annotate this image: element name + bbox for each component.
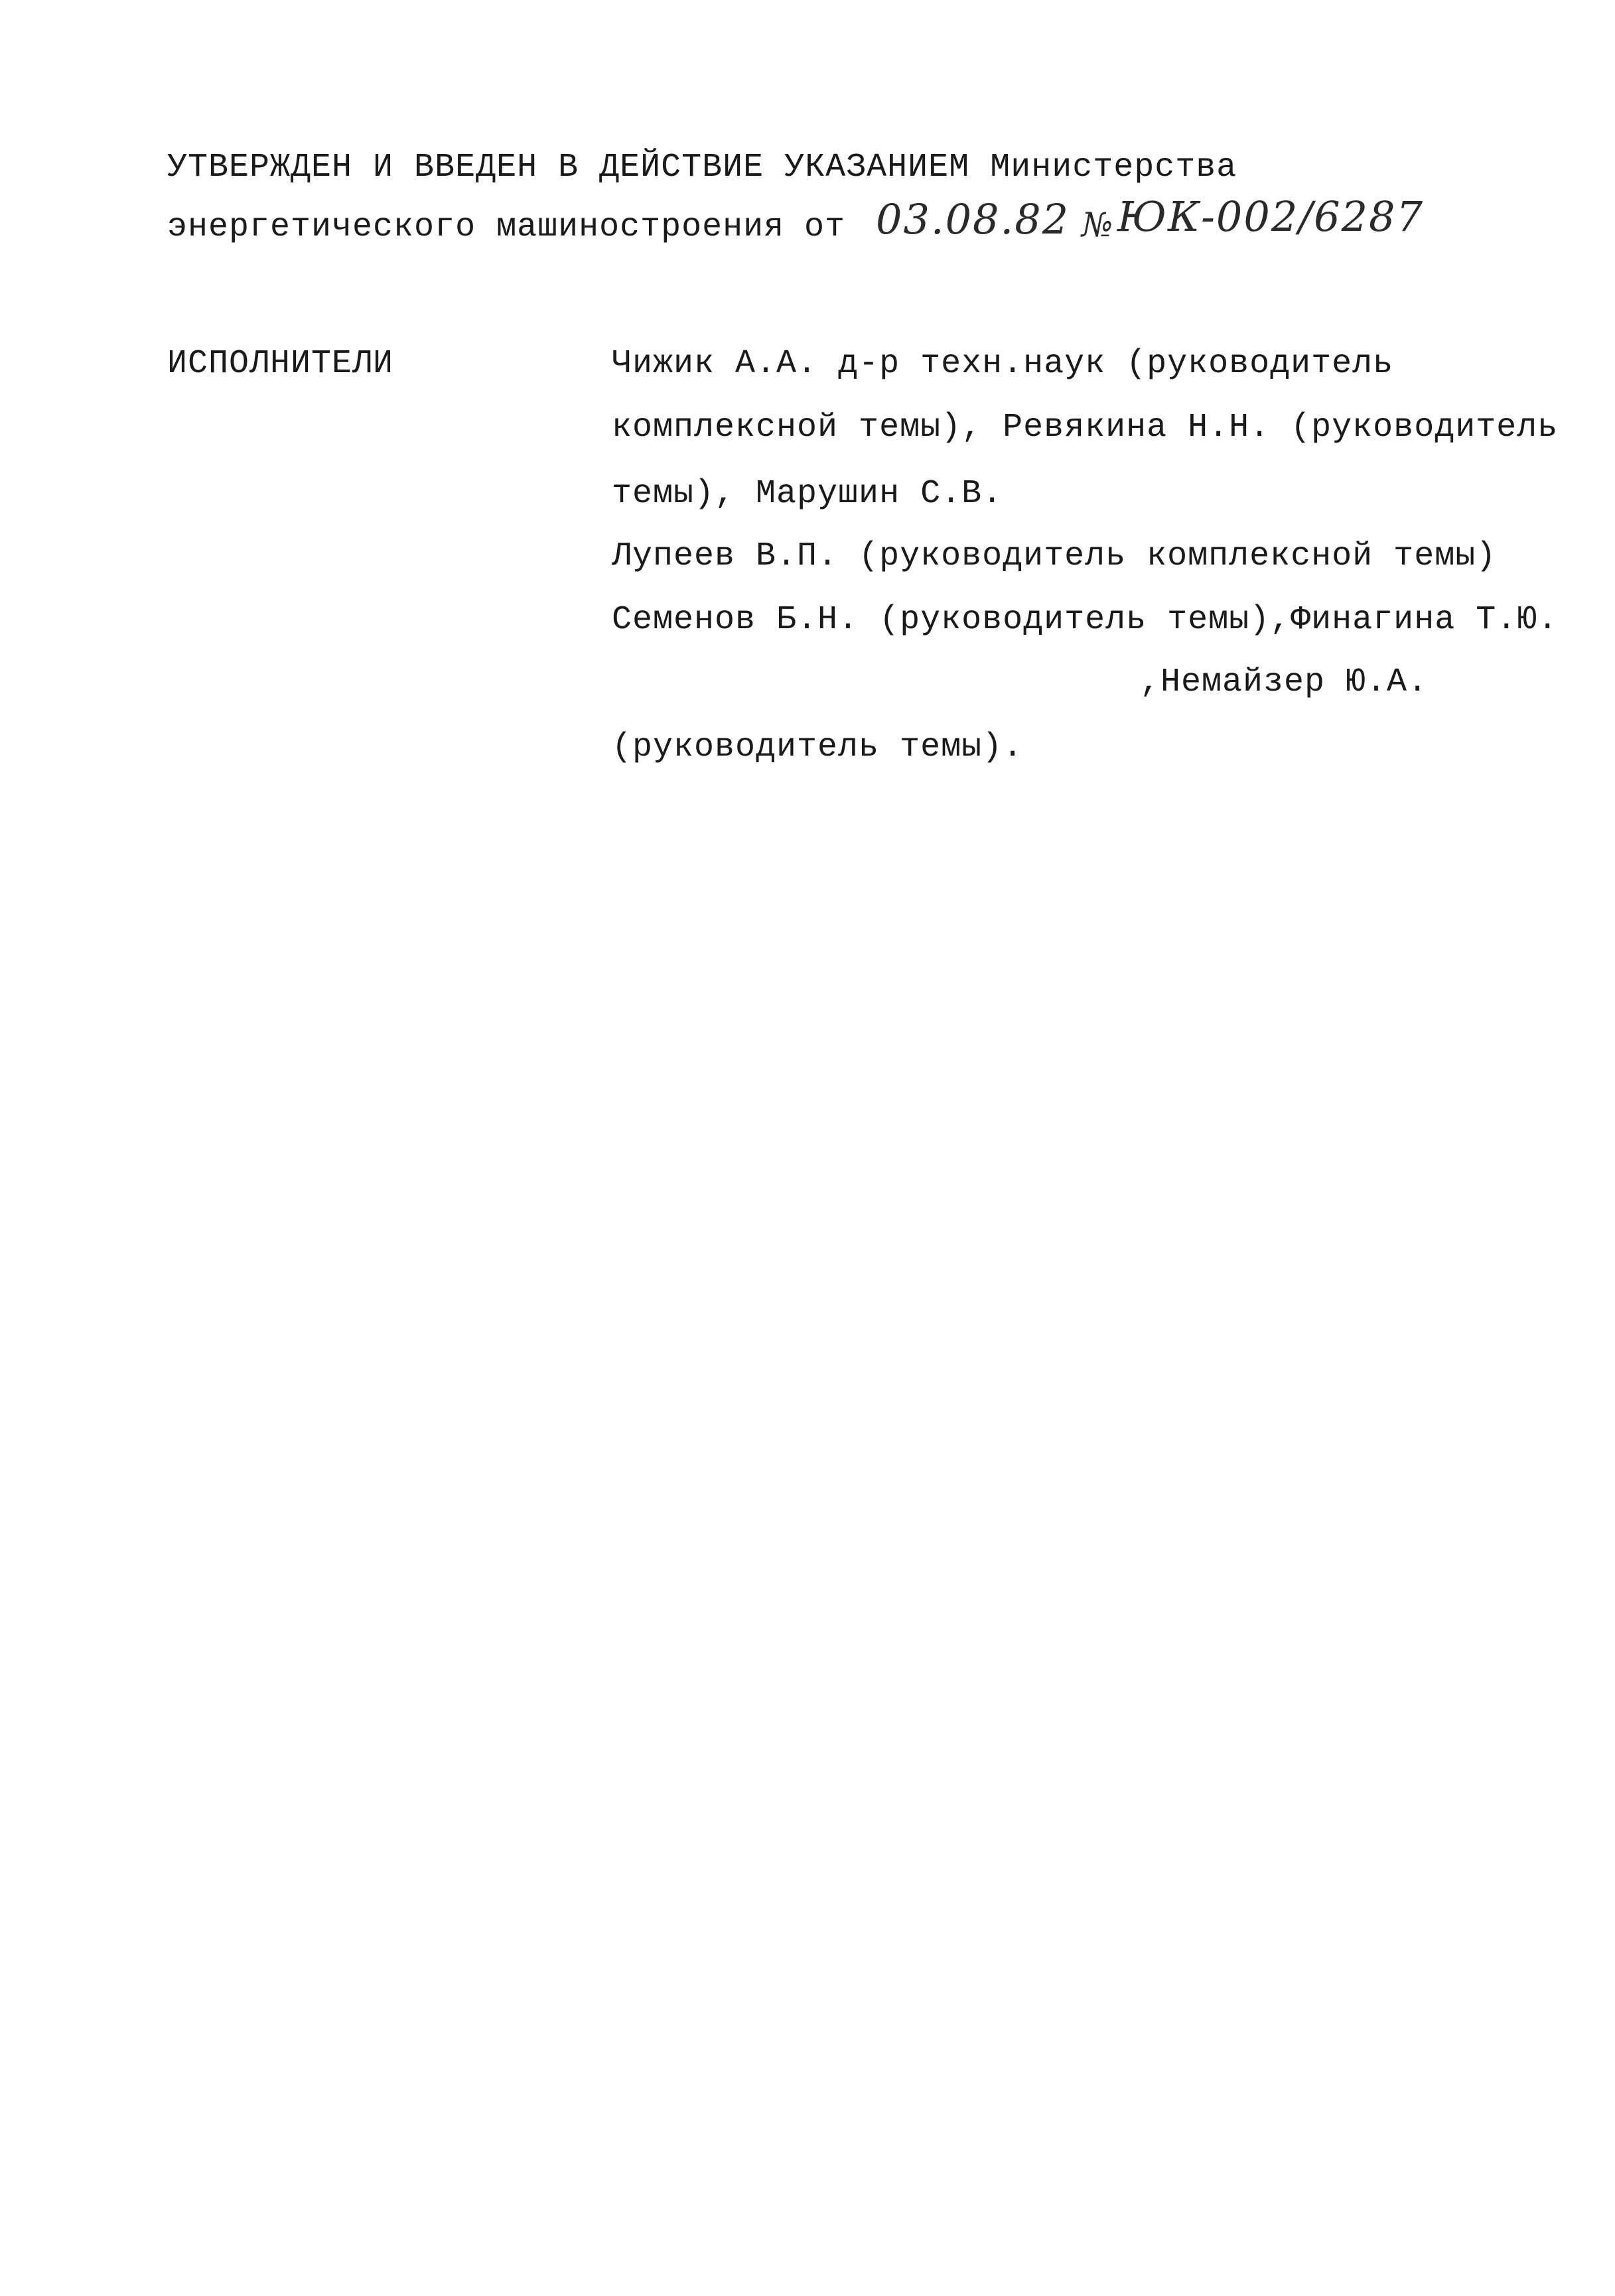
executors-label: ИСПОЛНИТЕЛИ xyxy=(167,345,394,383)
executors-line: Семенов Б.Н. (руководитель темы),Финагина Т.Ю. xyxy=(612,601,1559,639)
executors-line: комплексной темы), Ревякина Н.Н. (руководитель xyxy=(612,409,1559,446)
executors-line: темы), Марушин С.В. xyxy=(612,475,1003,513)
approval-line-1: УТВЕРЖДЕН И ВВЕДЕН В ДЕЙСТВИЕ УКАЗАНИЕМ Министерства xyxy=(167,149,1237,186)
executors-line: (руководитель темы). xyxy=(612,728,1024,766)
handwritten-date: 03.08.82 xyxy=(876,195,1070,243)
executors-line: ,Немайзер Ю.А. xyxy=(1140,663,1429,701)
executors-line: Лупеев В.П. (руководитель комплексной темы) xyxy=(612,537,1497,575)
handwritten-decree-number: ЮК-002/6287 xyxy=(1117,192,1424,241)
number-sign: № xyxy=(1082,206,1115,244)
date-prefix: от xyxy=(804,208,846,246)
approval-line-2: энергетического машиностроения xyxy=(167,208,785,246)
executors-line: Чижик А.А. д-р техн.наук (руководитель xyxy=(612,345,1394,383)
